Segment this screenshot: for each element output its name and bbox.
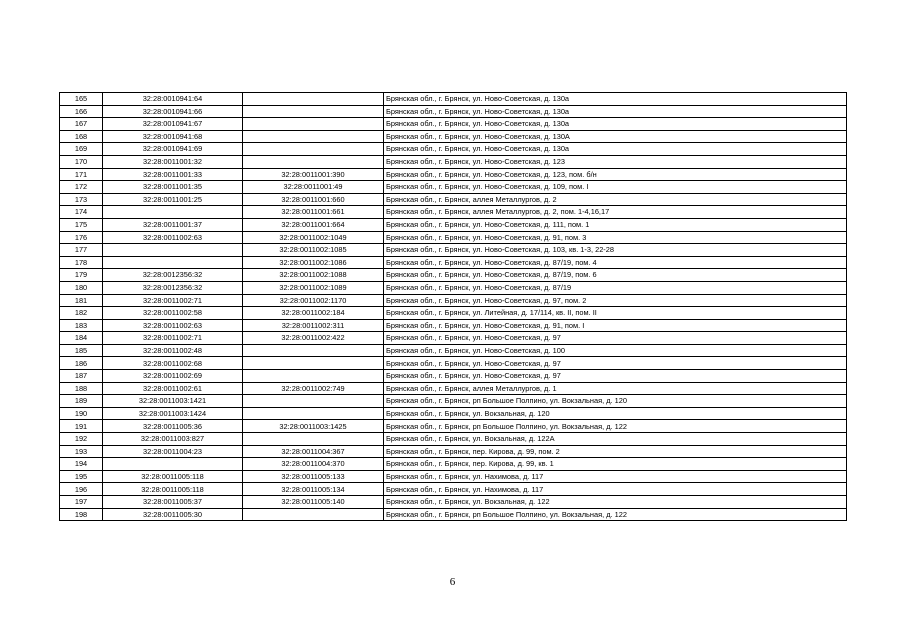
building-cadastral-number-cell: 32:28:0011002:1089 — [243, 281, 384, 294]
building-cadastral-number-cell — [243, 143, 384, 156]
land-cadastral-number-cell — [103, 206, 243, 219]
land-cadastral-number-cell: 32:28:0010941:69 — [103, 143, 243, 156]
address-cell: Брянская обл., г. Брянск, рп Большое Полпино, ул. Вокзальная, д. 122 — [384, 508, 847, 521]
land-cadastral-number-cell: 32:28:0011002:71 — [103, 294, 243, 307]
building-cadastral-number-cell: 32:28:0011002:749 — [243, 382, 384, 395]
row-number-cell: 182 — [60, 307, 103, 320]
row-number-cell: 196 — [60, 483, 103, 496]
table-row — [60, 118, 847, 131]
land-cadastral-number-cell: 32:28:0011004:23 — [103, 445, 243, 458]
row-number-cell: 194 — [60, 458, 103, 471]
table-row — [60, 143, 847, 156]
row-number-cell: 185 — [60, 344, 103, 357]
land-cadastral-number-cell — [103, 244, 243, 257]
address-cell: Брянская обл., г. Брянск, ул. Ново-Советская, д. 91, пом. 3 — [384, 231, 847, 244]
building-cadastral-number-cell: 32:28:0011001:661 — [243, 206, 384, 219]
building-cadastral-number-cell: 32:28:0011002:422 — [243, 332, 384, 345]
address-cell: Брянская обл., г. Брянск, ул. Нахимова, д. 117 — [384, 470, 847, 483]
address-cell: Брянская обл., г. Брянск, ул. Ново-Советская, д. 130а — [384, 105, 847, 118]
building-cadastral-number-cell — [243, 344, 384, 357]
row-number-cell: 179 — [60, 269, 103, 282]
building-cadastral-number-cell — [243, 357, 384, 370]
table-row — [60, 93, 847, 106]
land-cadastral-number-cell: 32:28:0010941:64 — [103, 93, 243, 106]
address-cell: Брянская обл., г. Брянск, рп Большое Полпино, ул. Вокзальная, д. 120 — [384, 395, 847, 408]
land-cadastral-number-cell: 32:28:0012356:32 — [103, 281, 243, 294]
address-cell: Брянская обл., г. Брянск, ул. Ново-Советская, д. 87/19, пом. 6 — [384, 269, 847, 282]
address-cell: Брянская обл., г. Брянск, ул. Ново-Советская, д. 130а — [384, 143, 847, 156]
address-cell: Брянская обл., г. Брянск, ул. Ново-Советская, д. 87/19 — [384, 281, 847, 294]
land-cadastral-number-cell: 32:28:0011005:118 — [103, 470, 243, 483]
row-number-cell: 180 — [60, 281, 103, 294]
land-cadastral-number-cell: 32:28:0011001:37 — [103, 218, 243, 231]
table-row — [60, 344, 847, 357]
building-cadastral-number-cell — [243, 407, 384, 420]
row-number-cell: 189 — [60, 395, 103, 408]
table-row — [60, 382, 847, 395]
row-number-cell: 171 — [60, 168, 103, 181]
land-cadastral-number-cell: 32:28:0011002:48 — [103, 344, 243, 357]
address-cell: Брянская обл., г. Брянск, ул. Ново-Советская, д. 97 — [384, 370, 847, 383]
address-cell: Брянская обл., г. Брянск, ул. Ново-Советская, д. 97 — [384, 357, 847, 370]
table-row — [60, 168, 847, 181]
address-cell: Брянская обл., г. Брянск, ул. Ново-Советская, д. 109, пом. I — [384, 181, 847, 194]
table-row — [60, 307, 847, 320]
building-cadastral-number-cell: 32:28:0011002:311 — [243, 319, 384, 332]
building-cadastral-number-cell: 32:28:0011002:1049 — [243, 231, 384, 244]
building-cadastral-number-cell — [243, 370, 384, 383]
land-cadastral-number-cell: 32:28:0011005:37 — [103, 496, 243, 509]
land-cadastral-number-cell: 32:28:0011001:33 — [103, 168, 243, 181]
table-row — [60, 420, 847, 433]
address-cell: Брянская обл., г. Брянск, ул. Ново-Советская, д. 97, пом. 2 — [384, 294, 847, 307]
address-cell: Брянская обл., г. Брянск, ул. Ново-Советская, д. 130А — [384, 130, 847, 143]
table-row — [60, 256, 847, 269]
land-cadastral-number-cell: 32:28:0011002:71 — [103, 332, 243, 345]
address-cell: Брянская обл., г. Брянск, ул. Вокзальная, д. 122 — [384, 496, 847, 509]
address-cell: Брянская обл., г. Брянск, аллея Металлургов, д. 2 — [384, 193, 847, 206]
row-number-cell: 188 — [60, 382, 103, 395]
table-row — [60, 445, 847, 458]
land-cadastral-number-cell: 32:28:0011002:63 — [103, 319, 243, 332]
table-row — [60, 370, 847, 383]
row-number-cell: 169 — [60, 143, 103, 156]
address-cell: Брянская обл., г. Брянск, ул. Ново-Советская, д. 103, кв. 1-3, 22-28 — [384, 244, 847, 257]
building-cadastral-number-cell: 32:28:0011002:184 — [243, 307, 384, 320]
table-row — [60, 433, 847, 446]
table-row — [60, 458, 847, 471]
table-row — [60, 294, 847, 307]
address-cell: Брянская обл., г. Брянск, ул. Вокзальная, д. 120 — [384, 407, 847, 420]
address-cell: Брянская обл., г. Брянск, ул. Нахимова, д. 117 — [384, 483, 847, 496]
table-row — [60, 130, 847, 143]
land-cadastral-number-cell: 32:28:0010941:68 — [103, 130, 243, 143]
building-cadastral-number-cell — [243, 395, 384, 408]
building-cadastral-number-cell: 32:28:0011005:140 — [243, 496, 384, 509]
address-cell: Брянская обл., г. Брянск, аллея Металлургов, д. 2, пом. 1-4,16,17 — [384, 206, 847, 219]
address-cell: Брянская обл., г. Брянск, пер. Кирова, д. 99, кв. 1 — [384, 458, 847, 471]
building-cadastral-number-cell: 32:28:0011001:49 — [243, 181, 384, 194]
land-cadastral-number-cell: 32:28:0012356:32 — [103, 269, 243, 282]
table-row — [60, 218, 847, 231]
building-cadastral-number-cell: 32:28:0011005:134 — [243, 483, 384, 496]
land-cadastral-number-cell: 32:28:0011005:30 — [103, 508, 243, 521]
building-cadastral-number-cell: 32:28:0011001:664 — [243, 218, 384, 231]
row-number-cell: 198 — [60, 508, 103, 521]
cadastral-table — [59, 92, 847, 521]
address-cell: Брянская обл., г. Брянск, ул. Вокзальная, д. 122А — [384, 433, 847, 446]
land-cadastral-number-cell: 32:28:0011005:118 — [103, 483, 243, 496]
row-number-cell: 177 — [60, 244, 103, 257]
row-number-cell: 178 — [60, 256, 103, 269]
row-number-cell: 173 — [60, 193, 103, 206]
land-cadastral-number-cell: 32:28:0011002:63 — [103, 231, 243, 244]
land-cadastral-number-cell: 32:28:0010941:67 — [103, 118, 243, 131]
table-body — [60, 93, 847, 521]
row-number-cell: 195 — [60, 470, 103, 483]
address-cell: Брянская обл., г. Брянск, ул. Ново-Советская, д. 100 — [384, 344, 847, 357]
address-cell: Брянская обл., г. Брянск, рп Большое Полпино, ул. Вокзальная, д. 122 — [384, 420, 847, 433]
table-row — [60, 357, 847, 370]
table-row — [60, 508, 847, 521]
row-number-cell: 167 — [60, 118, 103, 131]
table-row — [60, 496, 847, 509]
building-cadastral-number-cell — [243, 155, 384, 168]
building-cadastral-number-cell — [243, 433, 384, 446]
land-cadastral-number-cell: 32:28:0011002:69 — [103, 370, 243, 383]
address-cell: Брянская обл., г. Брянск, ул. Ново-Советская, д. 91, пом. I — [384, 319, 847, 332]
land-cadastral-number-cell: 32:28:0011001:32 — [103, 155, 243, 168]
building-cadastral-number-cell: 32:28:0011004:367 — [243, 445, 384, 458]
row-number-cell: 192 — [60, 433, 103, 446]
table-row — [60, 332, 847, 345]
row-number-cell: 186 — [60, 357, 103, 370]
building-cadastral-number-cell: 32:28:0011002:1170 — [243, 294, 384, 307]
table-row — [60, 470, 847, 483]
table-row — [60, 483, 847, 496]
row-number-cell: 168 — [60, 130, 103, 143]
building-cadastral-number-cell: 32:28:0011004:370 — [243, 458, 384, 471]
table-row — [60, 319, 847, 332]
land-cadastral-number-cell: 32:28:0011002:68 — [103, 357, 243, 370]
land-cadastral-number-cell: 32:28:0010941:66 — [103, 105, 243, 118]
land-cadastral-number-cell — [103, 256, 243, 269]
address-cell: Брянская обл., г. Брянск, ул. Ново-Советская, д. 130а — [384, 93, 847, 106]
land-cadastral-number-cell: 32:28:0011002:61 — [103, 382, 243, 395]
row-number-cell: 190 — [60, 407, 103, 420]
row-number-cell: 176 — [60, 231, 103, 244]
building-cadastral-number-cell — [243, 93, 384, 106]
land-cadastral-number-cell: 32:28:0011002:58 — [103, 307, 243, 320]
row-number-cell: 191 — [60, 420, 103, 433]
page-number: 6 — [449, 576, 456, 588]
address-cell: Брянская обл., г. Брянск, ул. Ново-Советская, д. 111, пом. 1 — [384, 218, 847, 231]
row-number-cell: 187 — [60, 370, 103, 383]
land-cadastral-number-cell — [103, 458, 243, 471]
address-cell: Брянская обл., г. Брянск, пер. Кирова, д. 99, пом. 2 — [384, 445, 847, 458]
building-cadastral-number-cell: 32:28:0011002:1086 — [243, 256, 384, 269]
address-cell: Брянская обл., г. Брянск, ул. Ново-Советская, д. 87/19, пом. 4 — [384, 256, 847, 269]
table-row — [60, 155, 847, 168]
land-cadastral-number-cell: 32:28:0011003:827 — [103, 433, 243, 446]
land-cadastral-number-cell: 32:28:0011001:35 — [103, 181, 243, 194]
row-number-cell: 181 — [60, 294, 103, 307]
building-cadastral-number-cell — [243, 130, 384, 143]
table-row — [60, 244, 847, 257]
row-number-cell: 172 — [60, 181, 103, 194]
table-row — [60, 231, 847, 244]
building-cadastral-number-cell: 32:28:0011005:133 — [243, 470, 384, 483]
address-cell: Брянская обл., г. Брянск, аллея Металлургов, д. 1 — [384, 382, 847, 395]
land-cadastral-number-cell: 32:28:0011003:1424 — [103, 407, 243, 420]
table-row — [60, 181, 847, 194]
row-number-cell: 174 — [60, 206, 103, 219]
address-cell: Брянская обл., г. Брянск, ул. Ново-Советская, д. 123 — [384, 155, 847, 168]
table-row — [60, 395, 847, 408]
land-cadastral-number-cell: 32:28:0011001:25 — [103, 193, 243, 206]
row-number-cell: 170 — [60, 155, 103, 168]
building-cadastral-number-cell — [243, 508, 384, 521]
row-number-cell: 166 — [60, 105, 103, 118]
row-number-cell: 175 — [60, 218, 103, 231]
address-cell: Брянская обл., г. Брянск, ул. Ново-Советская, д. 130а — [384, 118, 847, 131]
building-cadastral-number-cell — [243, 105, 384, 118]
building-cadastral-number-cell — [243, 118, 384, 131]
building-cadastral-number-cell: 32:28:0011001:390 — [243, 168, 384, 181]
land-cadastral-number-cell: 32:28:0011003:1421 — [103, 395, 243, 408]
row-number-cell: 184 — [60, 332, 103, 345]
land-cadastral-number-cell: 32:28:0011005:36 — [103, 420, 243, 433]
building-cadastral-number-cell: 32:28:0011003:1425 — [243, 420, 384, 433]
building-cadastral-number-cell: 32:28:0011002:1088 — [243, 269, 384, 282]
row-number-cell: 193 — [60, 445, 103, 458]
table-row — [60, 407, 847, 420]
table-row — [60, 281, 847, 294]
row-number-cell: 197 — [60, 496, 103, 509]
address-cell: Брянская обл., г. Брянск, ул. Ново-Советская, д. 97 — [384, 332, 847, 345]
row-number-cell: 183 — [60, 319, 103, 332]
table-row — [60, 193, 847, 206]
table-row — [60, 269, 847, 282]
building-cadastral-number-cell: 32:28:0011001:660 — [243, 193, 384, 206]
row-number-cell: 165 — [60, 93, 103, 106]
table-row — [60, 105, 847, 118]
address-cell: Брянская обл., г. Брянск, ул. Литейная, д. 17/114, кв. II, пом. II — [384, 307, 847, 320]
table-row — [60, 206, 847, 219]
address-cell: Брянская обл., г. Брянск, ул. Ново-Советская, д. 123, пом. б/н — [384, 168, 847, 181]
building-cadastral-number-cell: 32:28:0011002:1085 — [243, 244, 384, 257]
